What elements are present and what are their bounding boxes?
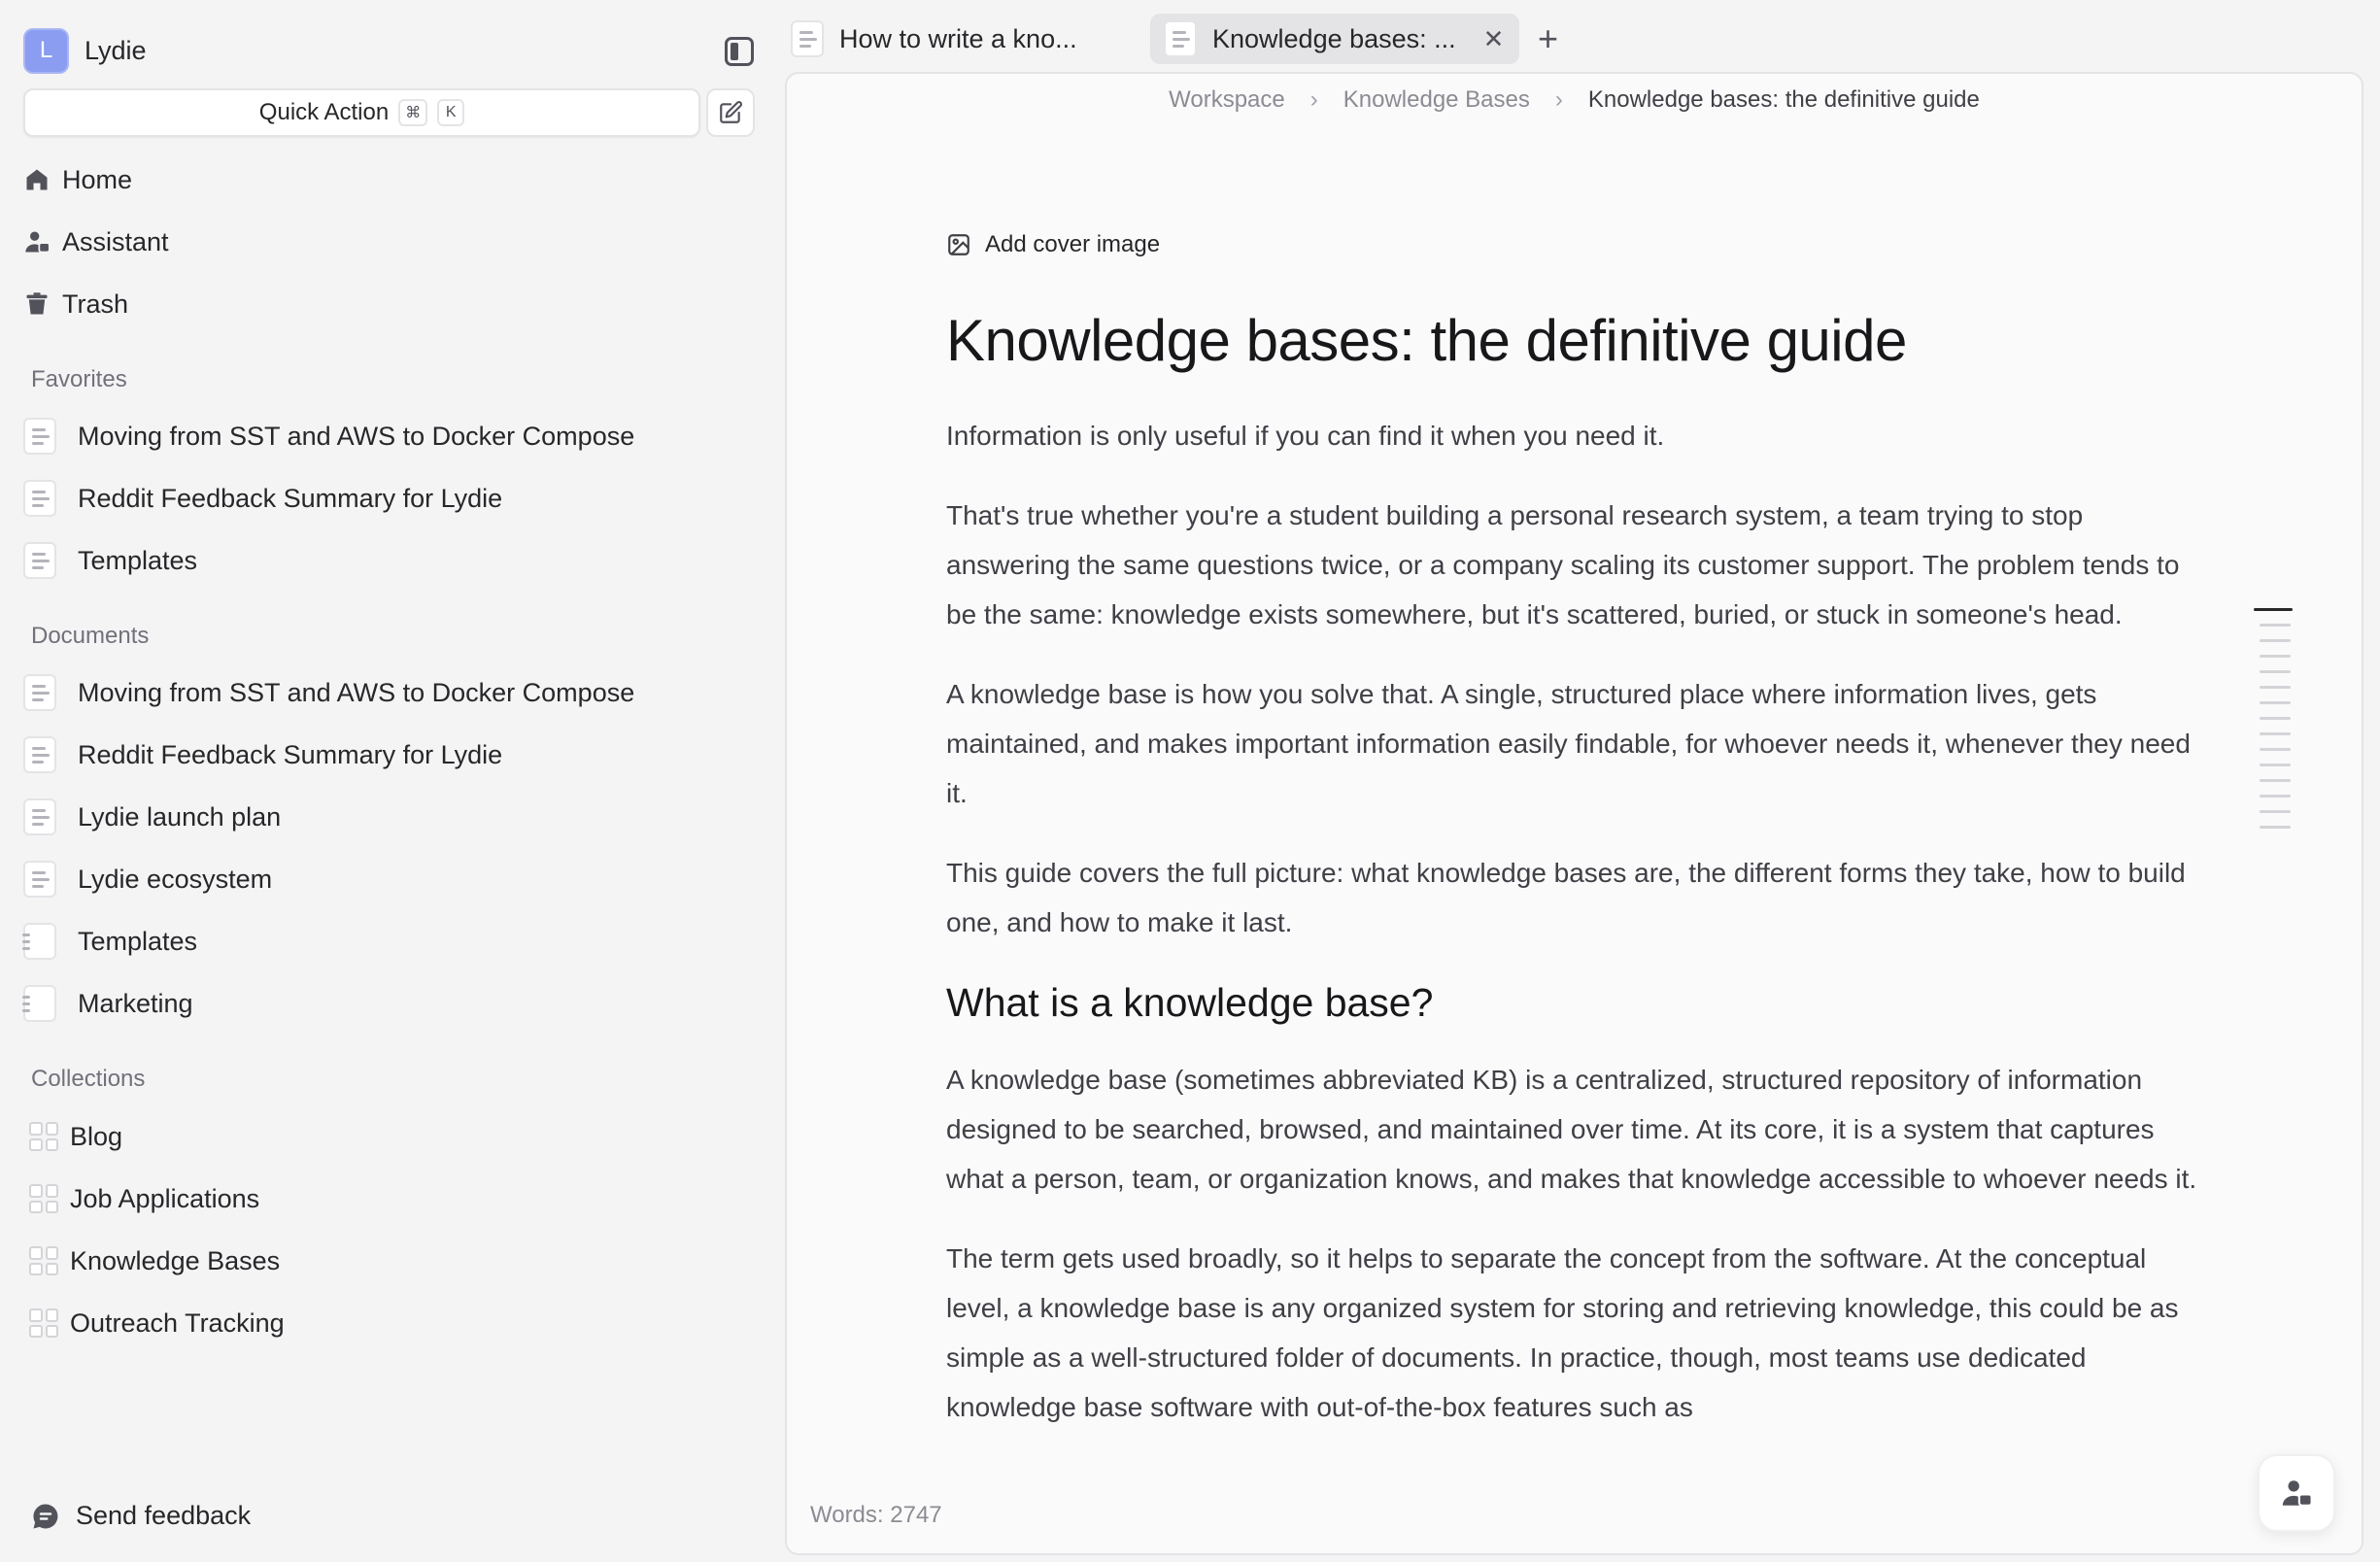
tab-label: Knowledge bases: ...: [1212, 23, 1456, 53]
trash-icon: [23, 290, 62, 318]
document-item[interactable]: [23, 917, 197, 966]
favorite-item[interactable]: [23, 536, 197, 585]
nav-trash-label: Trash: [62, 289, 129, 319]
collection-item[interactable]: [29, 1237, 280, 1285]
nav-trash[interactable]: [23, 280, 128, 328]
collection-icon: [29, 1184, 58, 1213]
document-item-label: Marketing: [78, 988, 193, 1018]
document-item[interactable]: [23, 855, 272, 903]
assistant-button[interactable]: [2258, 1454, 2335, 1532]
document-icon: [1164, 20, 1197, 57]
close-icon[interactable]: ✕: [1482, 23, 1505, 53]
assistant-icon: [23, 228, 62, 255]
breadcrumb: [787, 86, 2362, 114]
edit-icon: [718, 100, 743, 125]
sidebar-toggle-icon[interactable]: [725, 37, 754, 66]
document-icon: [23, 480, 56, 517]
nav-assistant-label: Assistant: [62, 226, 169, 256]
sidebar: [0, 0, 777, 1562]
breadcrumb-collection[interactable]: Knowledge Bases: [1343, 86, 1530, 113]
collection-item[interactable]: [29, 1112, 122, 1161]
document-title[interactable]: Knowledge bases: the definitive guide: [946, 308, 1907, 373]
favorite-item-label: Reddit Feedback Summary for Lydie: [78, 483, 503, 513]
document-item[interactable]: [23, 979, 193, 1028]
paragraph[interactable]: A knowledge base is how you solve that. A single, structured place where information lives, gets maintained, and makes important information easily findable, for whoever needs it, whenever they need it.: [946, 679, 2191, 808]
paragraph[interactable]: The term gets used broadly, so it helps to separate the concept from the software. At the conceptual level, a knowledge base is any organized system for storing and retrieving knowledge, this could be as simple as a well-structured folder of documents. In practice, though, most teams use dedicated knowledge base software with out-of-the-box features such as: [946, 1243, 2179, 1422]
nav-home[interactable]: [23, 155, 132, 204]
quick-action-button[interactable]: [23, 88, 700, 137]
paragraph[interactable]: This guide covers the full picture: what knowledge bases are, the different forms they take, how to build one, and how to make it last.: [946, 858, 2186, 937]
document-icon: [23, 674, 56, 711]
collection-icon: [29, 1308, 58, 1338]
document-icon: [23, 923, 56, 960]
add-cover-image-button[interactable]: [946, 231, 1160, 258]
favorite-item-label: Moving from SST and AWS to Docker Compose: [78, 421, 635, 451]
collection-item-label: Blog: [70, 1121, 123, 1151]
nav-assistant[interactable]: [23, 218, 169, 266]
breadcrumb-workspace[interactable]: Workspace: [1169, 86, 1285, 113]
favorite-item-label: Templates: [78, 545, 198, 575]
workspace-avatar: L: [23, 28, 69, 74]
document-icon: [23, 798, 56, 835]
document-item-label: Templates: [78, 926, 198, 956]
document-item[interactable]: [23, 730, 502, 779]
workspace-switcher[interactable]: [23, 26, 147, 75]
tab-knowledge-bases[interactable]: [1150, 14, 1519, 64]
paragraph[interactable]: Information is only useful if you can find it when you need it.: [946, 421, 1665, 451]
tab-label: How to write a kno...: [839, 23, 1077, 53]
new-tab-icon[interactable]: +: [1538, 18, 1559, 58]
collection-icon: [29, 1122, 58, 1151]
collection-item-label: Outreach Tracking: [70, 1307, 285, 1338]
collections-heading: Collections: [31, 1066, 146, 1092]
image-icon: [946, 232, 971, 257]
workspace-name: Lydie: [85, 35, 147, 65]
table-of-contents-minimap[interactable]: [2254, 608, 2296, 841]
document-item[interactable]: [23, 668, 634, 717]
new-document-button[interactable]: [706, 88, 755, 137]
assistant-icon: [2280, 1477, 2313, 1510]
document-item-label: Moving from SST and AWS to Docker Compose: [78, 677, 635, 707]
document-item-label: Lydie launch plan: [78, 801, 282, 832]
favorite-item[interactable]: [23, 474, 502, 523]
editor-panel: [785, 72, 2363, 1555]
document-item-label: Reddit Feedback Summary for Lydie: [78, 739, 503, 769]
collection-item[interactable]: [29, 1299, 285, 1347]
favorites-heading: Favorites: [31, 366, 127, 392]
send-feedback-label: Send feedback: [76, 1501, 252, 1530]
nav-home-label: Home: [62, 164, 133, 194]
collection-item[interactable]: [29, 1174, 259, 1223]
document-item-label: Lydie ecosystem: [78, 864, 273, 894]
document-icon: [23, 418, 56, 455]
document-item[interactable]: [23, 793, 281, 841]
tab-how-to-write[interactable]: [777, 14, 1107, 64]
chevron-right-icon: ›: [1554, 86, 1563, 113]
paragraph[interactable]: A knowledge base (sometimes abbreviated KB) is a centralized, structured repository of information designed to be searched, browsed, and maintained over time. At its core, it is a system that captures what a person, team, or organization knows, and makes that knowledge accessible to whoever needs it.: [946, 1065, 2197, 1194]
paragraph[interactable]: That's true whether you're a student building a personal research system, a team trying to stop answering the same questions twice, or a company scaling its customer support. The problem tends to be the same: knowledge exists somewhere, but it's scattered, buried, or stuck in someone's head.: [946, 500, 2180, 629]
breadcrumb-current: Knowledge bases: the definitive guide: [1587, 86, 1980, 113]
section-heading[interactable]: What is a knowledge base?: [946, 980, 1434, 1025]
collection-item-label: Knowledge Bases: [70, 1245, 281, 1275]
word-count: Words: 2747: [810, 1502, 942, 1528]
collection-item-label: Job Applications: [70, 1183, 260, 1213]
send-feedback-button[interactable]: [31, 1501, 251, 1531]
collection-icon: [29, 1246, 58, 1275]
favorite-item[interactable]: [23, 412, 634, 460]
document-content[interactable]: [946, 307, 2199, 1462]
document-icon: [23, 985, 56, 1022]
chat-bubble-icon: [31, 1502, 60, 1531]
cmd-key: ⌘: [398, 99, 427, 126]
document-icon: [23, 861, 56, 898]
quick-action-label: Quick Action: [258, 99, 390, 125]
document-icon: [23, 542, 56, 579]
k-key: K: [437, 99, 464, 126]
home-icon: [23, 166, 62, 193]
chevron-right-icon: ›: [1309, 86, 1318, 113]
document-icon: [791, 20, 824, 57]
documents-heading: Documents: [31, 623, 150, 649]
add-cover-image-label: Add cover image: [985, 231, 1161, 257]
document-icon: [23, 736, 56, 773]
